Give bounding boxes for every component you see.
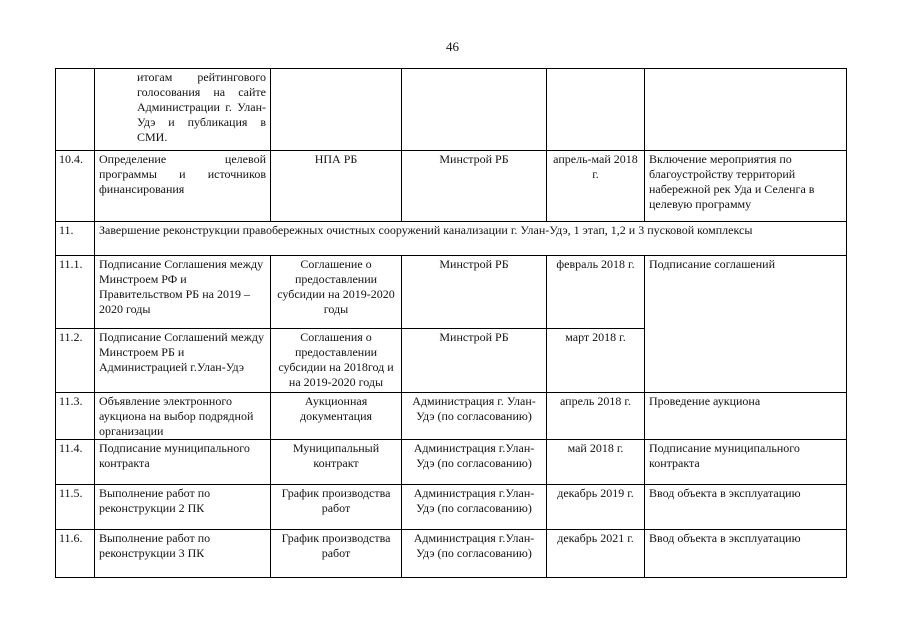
result-cell: Ввод объекта в эксплуатацию: [645, 485, 847, 530]
document-cell: График производства работ: [271, 485, 402, 530]
section-number: 11.: [56, 222, 95, 256]
term-cell: март 2018 г.: [547, 329, 645, 393]
result-cell: Ввод объекта в эксплуатацию: [645, 530, 847, 578]
table-row: [56, 530, 847, 578]
event-cell: Подписание муниципального контракта: [95, 440, 271, 485]
event-cell: Определение целевой программы и источников финансирования: [95, 151, 271, 222]
executor-cell: Администрация г.Улан-Удэ (по согласованию): [402, 485, 547, 530]
table-row: [56, 393, 847, 440]
table-row: [56, 69, 847, 151]
row-number: [56, 69, 95, 151]
event-cell: Подписание Соглашений между Минстроем РБ и Администрацией г.Улан-Удэ: [95, 329, 271, 393]
plan-table: [55, 68, 847, 578]
document-cell: Муниципальный контракт: [271, 440, 402, 485]
event-cell: итогам рейтингового голосования на сайте Администрации г. Улан-Удэ и публикация в СМИ.: [95, 69, 271, 151]
table-row: [56, 485, 847, 530]
row-number: 11.3.: [56, 393, 95, 440]
term-cell: февраль 2018 г.: [547, 256, 645, 329]
term-cell: апрель 2018 г.: [547, 393, 645, 440]
document-cell: Аукционная документация: [271, 393, 402, 440]
event-cell: Подписание Соглашения между Минстроем РФ и Правительством РБ на 2019 – 2020 годы: [95, 256, 271, 329]
section-row: [56, 222, 847, 256]
result-cell: Проведение аукциона: [645, 393, 847, 440]
event-cell: Выполнение работ по реконструкции 3 ПК: [95, 530, 271, 578]
row-number: 11.4.: [56, 440, 95, 485]
term-cell: [547, 69, 645, 151]
row-number: 10.4.: [56, 151, 95, 222]
page-number: 46: [446, 39, 459, 54]
document-cell: НПА РБ: [271, 151, 402, 222]
row-number: 11.1.: [56, 256, 95, 329]
term-cell: май 2018 г.: [547, 440, 645, 485]
result-cell: Включение мероприятия по благоустройству территорий набережной рек Уда и Селенга в целевую программу: [645, 151, 847, 222]
event-cell: Выполнение работ по реконструкции 2 ПК: [95, 485, 271, 530]
executor-cell: Минстрой РБ: [402, 329, 547, 393]
executor-cell: Администрация г. Улан-Удэ (по согласованию): [402, 393, 547, 440]
result-cell: Подписание соглашений: [645, 256, 847, 393]
section-title: Завершение реконструкции правобережных очистных сооружений канализации г. Улан-Удэ, 1 этап, 1,2 и 3 пусковой комплексы: [95, 222, 847, 256]
event-cell: Объявление электронного аукциона на выбор подрядной организации: [95, 393, 271, 440]
document-cell: График производства работ: [271, 530, 402, 578]
result-cell: Подписание муниципального контракта: [645, 440, 847, 485]
document-cell: Соглашение о предоставлении субсидии на 2019-2020 годы: [271, 256, 402, 329]
row-number: 11.5.: [56, 485, 95, 530]
executor-cell: [402, 69, 547, 151]
document-cell: [271, 69, 402, 151]
executor-cell: Администрация г.Улан-Удэ (по согласованию): [402, 440, 547, 485]
executor-cell: Минстрой РБ: [402, 256, 547, 329]
table-row: [56, 256, 847, 329]
executor-cell: Минстрой РБ: [402, 151, 547, 222]
row-number: 11.2.: [56, 329, 95, 393]
executor-cell: Администрация г.Улан-Удэ (по согласованию): [402, 530, 547, 578]
term-cell: апрель-май 2018 г.: [547, 151, 645, 222]
document-cell: Соглашения о предоставлении субсидии на 2018год и на 2019-2020 годы: [271, 329, 402, 393]
row-number: 11.6.: [56, 530, 95, 578]
table-row: [56, 151, 847, 222]
term-cell: декабрь 2019 г.: [547, 485, 645, 530]
term-cell: декабрь 2021 г.: [547, 530, 645, 578]
table-row: [56, 440, 847, 485]
result-cell: [645, 69, 847, 151]
